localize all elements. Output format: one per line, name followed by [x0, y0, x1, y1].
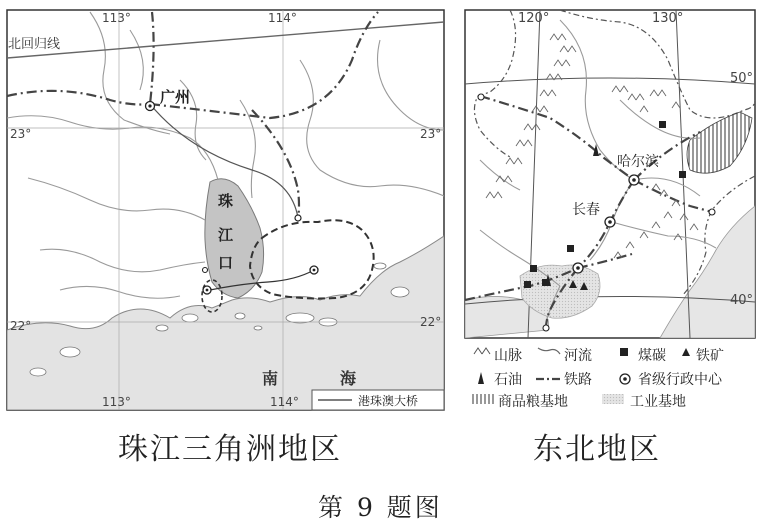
- map-legend: [472, 347, 724, 410]
- capital-symbol: [146, 102, 155, 111]
- city-harbin: [629, 175, 639, 185]
- left-map-caption: 珠江三角洲地区: [118, 432, 342, 467]
- city-changchun-label: 长春: [572, 202, 600, 218]
- city-guangzhou-label: 广州: [160, 88, 191, 106]
- city-shenzhen: [295, 215, 301, 221]
- lat-label-50: 50°: [730, 71, 754, 86]
- industry-legend: [602, 393, 686, 410]
- sea-char-1: 南: [262, 369, 279, 388]
- lat-label-22-left: 22°: [10, 319, 32, 333]
- city-shenyang: [573, 263, 583, 273]
- legend-industry-label: 工业基地: [630, 394, 686, 410]
- estuary-char-2: 江: [218, 226, 234, 244]
- bridge-legend: [312, 390, 444, 410]
- coal-symbol: [659, 121, 666, 128]
- capital-legend: [620, 371, 723, 388]
- coal-legend: [620, 347, 666, 364]
- legend-coal-label: 煤碳: [638, 348, 666, 364]
- lon-label-120: 120°: [518, 11, 550, 26]
- lon-label-114-bottom: 114°: [270, 395, 299, 409]
- tropic-label: 北回归线: [8, 37, 61, 52]
- legend-capital-label: 省级行政中心: [638, 372, 722, 388]
- city-dalian: [543, 325, 549, 331]
- grain-legend: [472, 393, 568, 410]
- coal-symbol: [524, 281, 531, 288]
- lon-label-113-bottom: 113°: [102, 395, 131, 409]
- lat-label-40: 40°: [730, 293, 754, 308]
- lon-label-130: 130°: [652, 11, 684, 26]
- city-hongkong: [310, 266, 318, 274]
- coal-symbol: [567, 245, 574, 252]
- city-harbin-label: 哈尔滨: [617, 154, 659, 170]
- estuary-char-3: 口: [218, 254, 234, 272]
- northeast-china-map: [465, 10, 755, 338]
- lat-label-23-left: 23°: [10, 127, 32, 141]
- estuary-char-1: 珠: [218, 192, 234, 210]
- figure-title: 第 9 题图: [318, 493, 443, 522]
- legend-grain-label: 商品粮基地: [498, 394, 568, 410]
- iron-legend: [682, 347, 724, 364]
- city-suifenhe: [709, 209, 715, 215]
- lat-label-22-right: 22°: [420, 315, 442, 329]
- legend-mountain-label: 山脉: [494, 348, 522, 364]
- city-manzhouli: [478, 94, 484, 100]
- mountain-legend: [474, 348, 522, 364]
- city-macao: [203, 286, 211, 294]
- legend-iron-label: 铁矿: [696, 348, 724, 364]
- oil-legend: [478, 371, 522, 388]
- lon-label-114-top: 114°: [268, 11, 297, 25]
- right-map-caption: 东北地区: [533, 432, 661, 467]
- city-zhuhai: [203, 268, 208, 273]
- coal-symbol: [530, 265, 537, 272]
- city-changchun: [605, 217, 615, 227]
- coal-symbol: [679, 171, 686, 178]
- river-legend: [538, 347, 592, 364]
- legend-railway-label: 铁路: [564, 372, 592, 388]
- legend-oil-label: 石油: [494, 372, 522, 388]
- railway-legend: [536, 371, 592, 388]
- legend-river-label: 河流: [564, 348, 592, 364]
- pearl-river-delta-map: [7, 10, 444, 410]
- sea-char-2: 海: [340, 369, 357, 388]
- bridge-legend-label: 港珠澳大桥: [358, 394, 419, 408]
- lat-label-23-right: 23°: [420, 127, 442, 141]
- lon-label-113-top: 113°: [102, 11, 131, 25]
